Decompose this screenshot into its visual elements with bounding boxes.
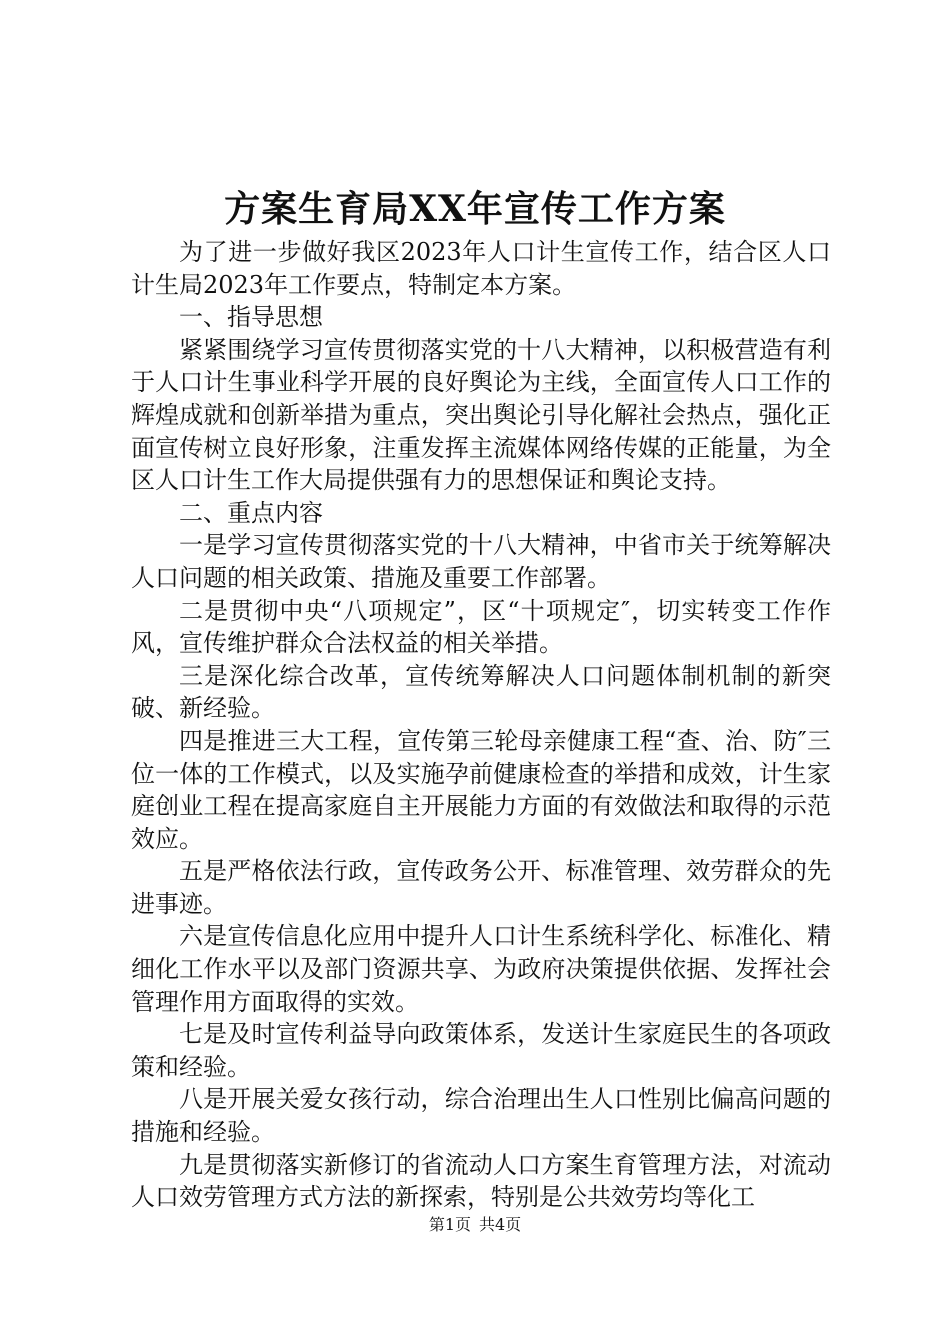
key-content-item-9: 九是贯彻落实新修订的省流动人口方案生育管理方法，对流动人口效劳管理方式方法的新探索，特别是公共效劳均等化工 (131, 1150, 831, 1212)
guiding-ideology-paragraph: 紧紧围绕学习宣传贯彻落实党的十八大精神，以积极营造有利于人口计生事业科学开展的良好舆论为主线，全面宣传人口工作的辉煌成就和创新举措为重点，突出舆论引导化解社会热点，强化正面宣传树立良好形象，注重发挥主流媒体网络传媒的正能量，为全区人口计生工作大局提供强有力的思想保证和舆论支持。 (131, 335, 831, 495)
section-heading-guiding-ideology: 一、指导思想 (179, 303, 323, 332)
page-footer (0, 1213, 950, 1237)
key-content-item-5: 五是严格依法行政，宣传政务公开、标准管理、效劳群众的先进事迹。 (131, 857, 831, 918)
document-title: 方案生育局XX年宣传工作方案 (224, 188, 726, 230)
page-number-current: 第1页 (428, 1215, 471, 1234)
page-number-total: 共4页 (479, 1215, 522, 1234)
key-content-item-2: 二是贯彻中央“八项规定”，区“十项规定″，切实转变工作作风，宣传维护群众合法权益的相关举措。 (131, 596, 831, 658)
key-content-item-8: 八是开展关爱女孩行动，综合治理出生人口性别比偏高问题的措施和经验。 (131, 1085, 831, 1147)
key-content-item-3: 三是深化综合改革，宣传统筹解决人口问题体制机制的新突破、新经验。 (131, 661, 831, 723)
key-content-item-7: 七是及时宣传利益导向政策体系，发送计生家庭民生的各项政策和经验。 (131, 1020, 831, 1081)
key-content-item-4: 四是推进三大工程，宣传第三轮母亲健康工程“查、治、防″三位一体的工作模式，以及实施孕前健康检查的举措和成效，计生家庭创业工程在提高家庭自主开展能力方面的有效做法和取得的示范效应。 (131, 726, 831, 853)
key-content-item-6: 六是宣传信息化应用中提升人口计生系统科学化、标准化、精细化工作水平以及部门资源共享、为政府决策提供依据、发挥社会管理作用方面取得的实效。 (131, 922, 831, 1016)
document-body (131, 236, 831, 1214)
key-content-item-1: 一是学习宣传贯彻落实党的十八大精神，中省市关于统筹解决人口问题的相关政策、措施及重要工作部署。 (131, 531, 831, 592)
section-heading-key-content: 二、重点内容 (179, 498, 323, 527)
intro-paragraph: 为了进一步做好我区2023年人口计生宣传工作，结合区人口计生局2023年工作要点，特制定本方案。 (131, 238, 831, 299)
